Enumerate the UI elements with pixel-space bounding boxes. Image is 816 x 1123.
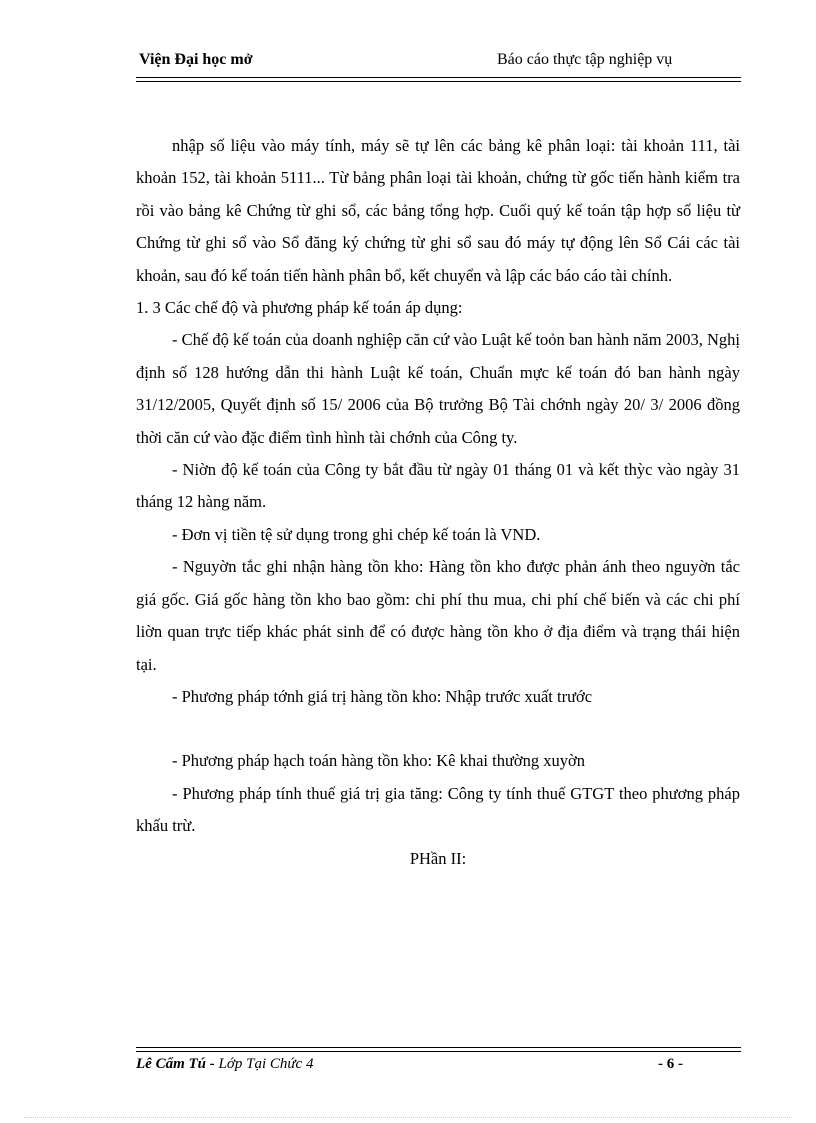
page-edge-dots: [24, 1117, 792, 1118]
header-rule-top: [136, 77, 741, 78]
footer-author-name: Lê Cẩm Tú -: [136, 1056, 215, 1072]
page-footer-author: [136, 1056, 313, 1073]
paragraph-accounting-regime: - Chế độ kế toán của doanh nghiệp căn cứ vào Luật kế toỏn ban hành năm 2003, Nghị định số 128 hướng dẫn thi hành Luật kế toán, Chuẩn mực kế toán đó ban hành ngày 31/12/2005, Quyết định số 15/ 2006 của Bộ trưởng Bộ Tài chớnh ngày 20/ 3/ 2006 đồng thời căn cứ vào đặc điểm tình hình tài chớnh của Công ty.: [136, 330, 740, 447]
footer-rule-bottom: [136, 1051, 741, 1052]
paragraph-currency: - Đơn vị tiền tệ sử dụng trong ghi chép kế toán là VND.: [172, 524, 541, 544]
footer-rule-top: [136, 1047, 741, 1048]
document-body: [136, 130, 740, 875]
section-heading: 1. 3 Các chế độ và phương pháp kế toán áp dụng:: [136, 298, 463, 318]
footer-class: Lớp Tại Chức 4: [218, 1056, 314, 1072]
paragraph-inventory-valuation: - Phương pháp tớnh giá trị hàng tồn kho: Nhập trước xuất trước: [172, 686, 593, 706]
paragraph-inventory-principle: - Nguyờn tắc ghi nhận hàng tồn kho: Hàng tồn kho được phản ánh theo nguyờn tắc giá gốc. Giá gốc hàng tồn kho bao gồm: chi phí thu mua, chi phí chế biến và các chi phí liờn quan trực tiếp khác phát sinh để có được hàng tồn kho ở địa điểm và trạng thái hiện tại.: [136, 557, 740, 674]
section-title: PHần II:: [409, 848, 467, 868]
paragraph-fiscal-year: - Niờn độ kế toán của Công ty bắt đầu từ ngày 01 tháng 01 và kết thỳc vào ngày 31 tháng 12 hàng năm.: [136, 460, 740, 512]
header-rule-bottom: [136, 81, 741, 82]
blank-line: [136, 713, 740, 745]
paragraph-accounting-process: nhập số liệu vào máy tính, máy sẽ tự lên các bảng kê phân loại: tài khoản 111, tài khoản 152, tài khoản 5111... Từ bảng phân loại tài khoản, chứng từ gốc tiến hành kiểm tra rồi vào bảng kê Chứng từ ghi sổ, các bảng tổng hợp. Cuối quý kế toán tập hợp số liệu từ Chứng từ ghi sổ vào Sổ đăng ký chứng từ ghi sổ sau đó máy tự động lên Sổ Cái các tài khoản, sau đó kế toán tiến hành phân bổ, kết chuyển và lập các báo cáo tài chính.: [136, 136, 740, 285]
header-report-title: Báo cáo thực tập nghiệp vụ: [497, 51, 673, 68]
paragraph-inventory-accounting: - Phương pháp hạch toán hàng tồn kho: Kê khai thường xuyờn: [172, 751, 585, 771]
paragraph-vat-method: - Phương pháp tính thuế giá trị gia tăng: Công ty tính thuế GTGT theo phương pháp khấu trừ.: [136, 783, 740, 836]
header-institution: Viện Đại học mở: [139, 51, 253, 68]
page-number: - 6 -: [658, 1056, 683, 1072]
